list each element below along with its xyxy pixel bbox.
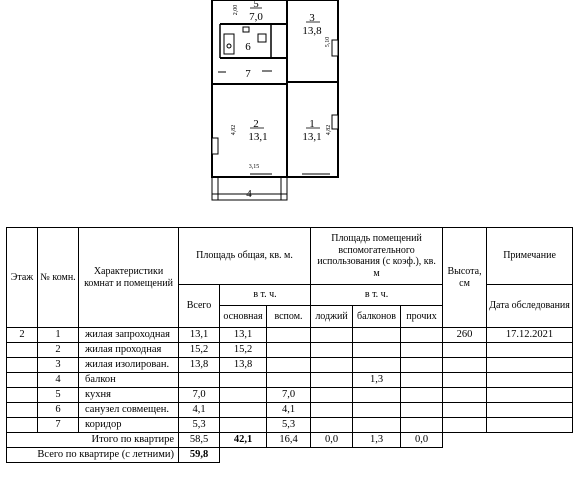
row-room-name: коридор [79,418,179,433]
row-room-name: жилая запроходная [79,328,179,343]
row-date [487,373,573,388]
header-aux-area: Площадь помещений вспомогательного использования (с коэф.), кв. м [311,228,443,285]
header-incl-2: в т. ч. [311,285,443,306]
row-floor [7,418,38,433]
table-row [7,418,573,433]
row-loggias [311,388,353,403]
row-balconies [353,403,401,418]
row-other [401,403,443,418]
room-6-number: 6 [245,41,251,53]
table-row [7,403,573,418]
row-total: 5,3 [179,418,220,433]
row-other [401,373,443,388]
header-total-area: Площадь общая, кв. м. [179,228,311,285]
row-aux: 4,1 [267,403,311,418]
room-5-number: 5 [253,0,259,10]
row-date: 17.12.2021 [487,328,573,343]
row-height [443,403,487,418]
table-row [7,343,573,358]
row-main [220,388,267,403]
row-room-number: 6 [38,403,79,418]
total-row-balconies: 1,3 [353,433,401,448]
row-balconies: 1,3 [353,373,401,388]
row-balconies [353,328,401,343]
row-room-name: жилая проходная [79,343,179,358]
header-balconies: балконов [353,306,401,328]
row-loggias [311,418,353,433]
row-floor [7,403,38,418]
table-row [7,328,573,343]
row-room-name: жилая изолирован. [79,358,179,373]
row-date [487,418,573,433]
row-floor [7,358,38,373]
row-balconies [353,343,401,358]
room-3-number: 3 [309,12,315,24]
row-other [401,343,443,358]
row-other [401,328,443,343]
row-height [443,388,487,403]
header-characteristics: Характеристики комнат и помещений [79,228,179,328]
row-other [401,388,443,403]
row-aux [267,328,311,343]
explication-table [6,227,573,463]
summer-row-total: 59,8 [179,448,220,463]
row-height [443,373,487,388]
room-1-number: 1 [309,118,315,130]
floor-plan [0,0,580,210]
room-1-area: 13,1 [302,131,322,143]
header-room-number: № комн. [38,228,79,328]
room-2-area: 13,1 [248,131,268,143]
row-total [179,373,220,388]
row-floor [7,343,38,358]
header-other: прочих [401,306,443,328]
total-row-total: 58,5 [179,433,220,448]
row-room-number: 4 [38,373,79,388]
row-height: 260 [443,328,487,343]
row-loggias [311,373,353,388]
row-main [220,418,267,433]
dimension-label: 5,10 [325,36,331,48]
row-loggias [311,403,353,418]
total-row-loggias: 0,0 [311,433,353,448]
row-total: 4,1 [179,403,220,418]
summer-row-label: Всего по квартире (с летними) [7,448,179,463]
row-room-name: балкон [79,373,179,388]
header-total: Всего [179,285,220,328]
row-main: 15,2 [220,343,267,358]
row-height [443,418,487,433]
row-total: 15,2 [179,343,220,358]
row-room-number: 2 [38,343,79,358]
row-aux [267,343,311,358]
room-3-area: 13,8 [302,25,322,37]
row-floor: 2 [7,328,38,343]
row-balconies [353,418,401,433]
row-loggias [311,343,353,358]
row-main: 13,8 [220,358,267,373]
table-row [7,358,573,373]
row-aux [267,358,311,373]
row-room-name: санузел совмещен. [79,403,179,418]
row-other [401,358,443,373]
row-date [487,358,573,373]
dimension-label: 2,00 [233,4,239,16]
table-row [7,388,573,403]
room-5-area: 7,0 [249,11,263,23]
row-date [487,403,573,418]
total-row-other: 0,0 [401,433,443,448]
row-main: 13,1 [220,328,267,343]
room-7-number: 7 [245,68,251,80]
header-loggias: лоджий [311,306,353,328]
header-note: Примечание [487,228,573,285]
row-other [401,418,443,433]
table-row [7,373,573,388]
room-4-number: 4 [246,188,252,200]
row-aux [267,373,311,388]
dimension-label: 4,82 [231,124,237,136]
room-2-number: 2 [253,118,259,130]
total-row-main: 42,1 [220,433,267,448]
floor-plan-drawing [0,0,580,210]
row-total: 7,0 [179,388,220,403]
header-main: основная [220,306,267,328]
row-loggias [311,358,353,373]
row-balconies [353,388,401,403]
row-total: 13,8 [179,358,220,373]
row-height [443,343,487,358]
row-balconies [353,358,401,373]
row-aux: 5,3 [267,418,311,433]
header-height: Высота, см [443,228,487,328]
row-loggias [311,328,353,343]
row-room-number: 7 [38,418,79,433]
row-height [443,358,487,373]
row-date [487,388,573,403]
row-main [220,403,267,418]
row-total: 13,1 [179,328,220,343]
dimension-label: 3,15 [248,164,260,170]
total-row-aux: 16,4 [267,433,311,448]
dimension-label: 4,82 [326,124,332,136]
header-floor: Этаж [7,228,38,328]
header-incl: в т. ч. [220,285,311,306]
row-floor [7,373,38,388]
row-aux: 7,0 [267,388,311,403]
header-aux: вспом. [267,306,311,328]
header-survey-date: Дата обследования [487,285,573,328]
row-room-number: 1 [38,328,79,343]
row-floor [7,388,38,403]
row-main [220,373,267,388]
row-room-number: 5 [38,388,79,403]
row-date [487,343,573,358]
row-room-name: кухня [79,388,179,403]
row-room-number: 3 [38,358,79,373]
total-row-label: Итого по квартире [7,433,179,448]
